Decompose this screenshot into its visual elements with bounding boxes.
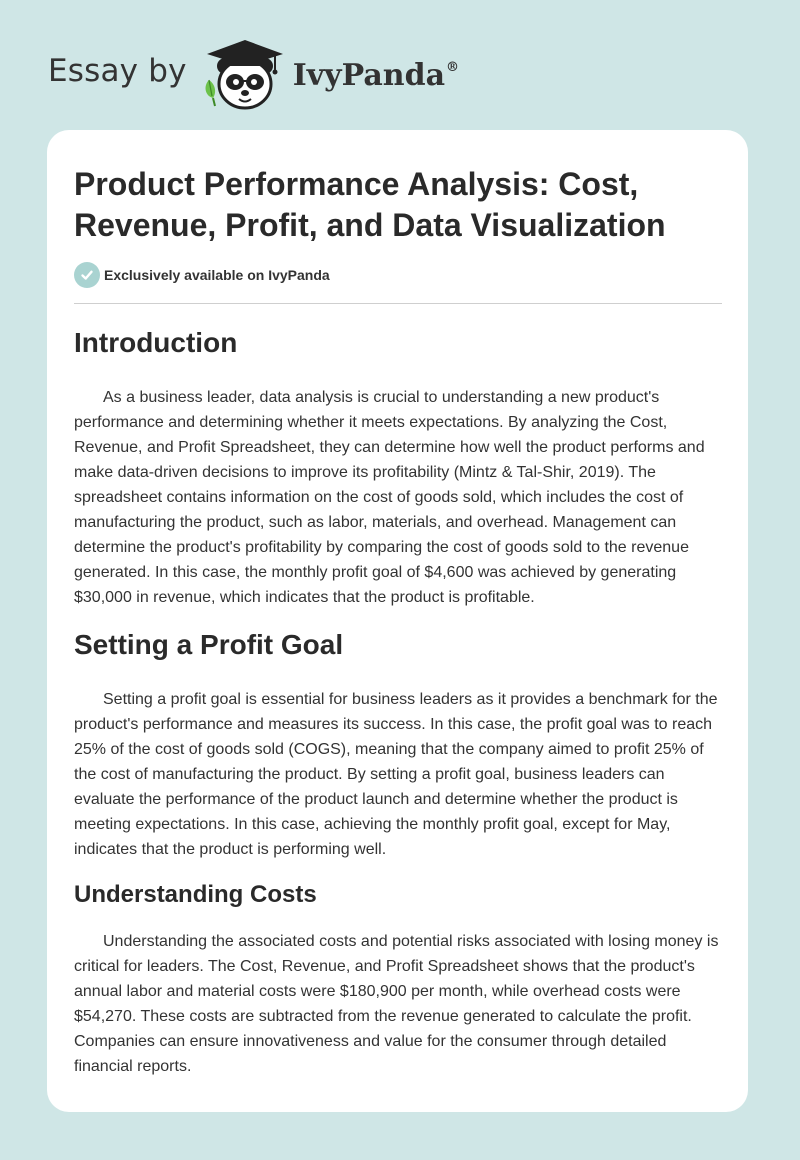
site-header: [48, 34, 459, 114]
article-card: [47, 130, 748, 1112]
section-heading-understanding-costs: Understanding Costs: [74, 881, 317, 908]
section-paragraph-understanding-costs: Understanding the associated costs and potential risks associated with losing money is critical for leaders. The Cost, Revenue, and Profit Spreadsheet shows that the product's annual labor and material costs were $180,900 per month, while overhead costs were $54,270. These costs are subtracted from the revenue generated to calculate the profit. Companies can ensure innovativeness and value for the consumer through detailed financial reports.: [74, 933, 719, 1075]
brand-name[interactable]: IvyPanda®: [292, 57, 460, 93]
section-heading-introduction: Introduction: [74, 327, 238, 358]
check-icon: [74, 262, 100, 288]
divider: [74, 303, 722, 304]
section-paragraph-introduction: As a business leader, data analysis is crucial to understanding a new product's performance and determining whether it meets expectations. By analyzing the Cost, Revenue, and Profit Spreadsheet, they can determine how well the product performs and make data-driven decisions to improve its profitability (Mintz & Tal-Shir, 2019). The spreadsheet contains information on the cost of goods sold, which includes the cost of manufacturing the product, such as labor, materials, and overhead. Management can determine the product's profitability by comparing the cost of goods sold to the revenue generated. In this case, the monthly profit goal of $4,600 was achieved by generating $30,000 in revenue, which indicates that the product is profitable.: [74, 389, 705, 606]
brand-prefix: Essay by: [48, 53, 187, 89]
panda-logo-icon[interactable]: [201, 36, 287, 112]
section-heading-profit-goal: Setting a Profit Goal: [74, 629, 344, 660]
exclusive-badge: [74, 262, 330, 288]
article-title: Product Performance Analysis: Cost, Revenue, Profit, and Data Visualization: [74, 166, 666, 243]
section-paragraph-profit-goal: Setting a profit goal is essential for business leaders as it provides a benchmark for the product's performance and measures its success. In this case, the profit goal was to reach 25% of the cost of goods sold (COGS), meaning that the company aimed to profit 25% of the cost of manufacturing the product. By setting a profit goal, business leaders can evaluate the performance of the product launch and determine whether the product is meeting expectations. In this case, achieving the monthly profit goal, except for May, indicates that the product is performing well.: [74, 691, 718, 858]
badge-label: Exclusively available on IvyPanda: [104, 267, 330, 283]
